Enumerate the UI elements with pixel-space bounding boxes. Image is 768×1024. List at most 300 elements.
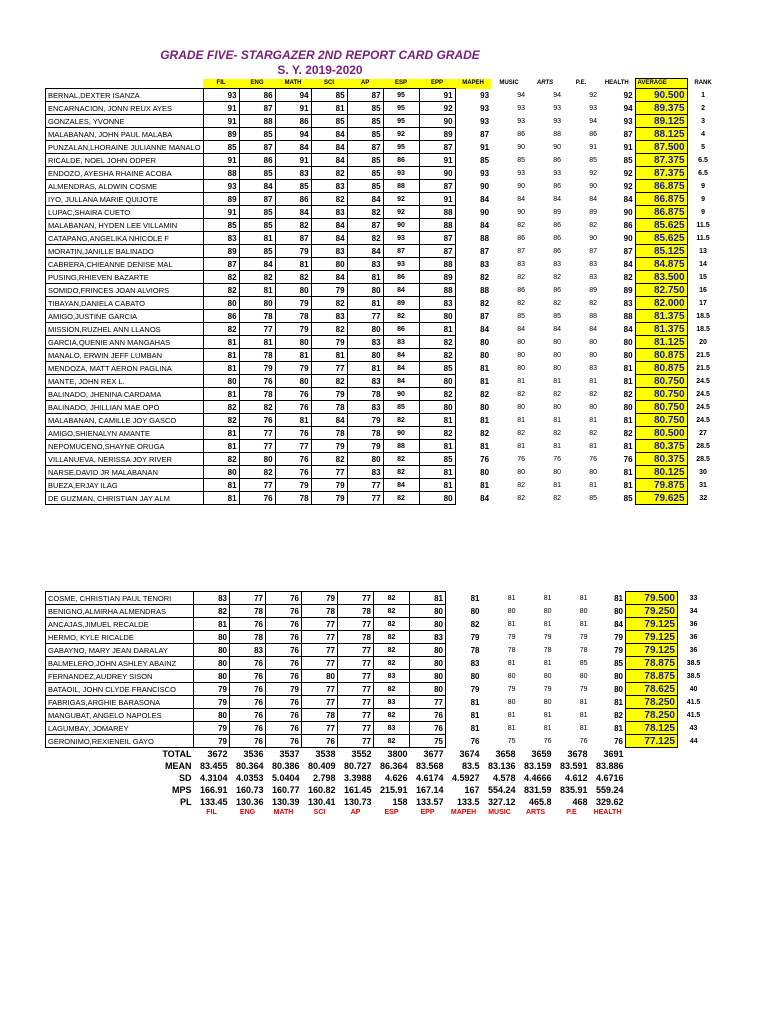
average-value: 89.375 (635, 102, 687, 115)
rank-value: 36 (689, 620, 698, 628)
grade-math: 78 (275, 310, 311, 323)
grade-health: 84 (623, 194, 633, 204)
average-value: 80.875 (635, 362, 687, 375)
grade-music: 90 (517, 182, 526, 190)
grade-sci: 82 (311, 375, 347, 388)
grade-epp: 82 (419, 336, 455, 349)
grade-arts: 82 (553, 273, 562, 281)
grade-eng: 87 (239, 193, 275, 206)
student-name: PUNZALAN,LHORAINE JULIANNE MANALO (46, 141, 204, 154)
grade-mapeh: 82 (480, 272, 490, 282)
grade-arts: 76 (553, 455, 562, 463)
grade-music: 82 (517, 221, 526, 229)
grade-math: 76 (266, 592, 302, 605)
grade-fil: 81 (203, 427, 239, 440)
stat-value: 3552 (351, 749, 372, 759)
grade-arts: 86 (553, 247, 562, 255)
student-name: AMIGO,JUSTINE GARCIA (46, 310, 204, 323)
average-value: 78.875 (626, 657, 678, 670)
header-row (46, 79, 720, 89)
grade-esp: 93 (383, 167, 419, 180)
stat-value: 133.45 (199, 797, 228, 807)
blank (626, 772, 678, 784)
grade-music: 82 (517, 273, 526, 281)
grade-arts: 84 (553, 195, 562, 203)
grade-esp: 89 (383, 297, 419, 310)
grade-health: 87 (623, 129, 633, 139)
grade-esp: 90 (383, 388, 419, 401)
grade-eng: 82 (239, 401, 275, 414)
grade-eng: 81 (239, 336, 275, 349)
grade-pe.: 89 (589, 208, 598, 216)
grade-arts: 80 (553, 403, 562, 411)
grade-math: 76 (266, 722, 302, 735)
grade-music: 86 (517, 286, 526, 294)
grades-table (45, 78, 720, 505)
stat-value: 4.6716 (595, 773, 624, 783)
student-name: LAGUMBAY, JOMAREY (46, 722, 194, 735)
grade-music: 80 (517, 351, 526, 359)
grade-mapeh: 93 (480, 168, 490, 178)
grade-arts: 85 (553, 312, 562, 320)
grade-ap: 77 (347, 310, 383, 323)
grade-esp: 83 (374, 696, 410, 709)
grade-fil: 82 (203, 401, 239, 414)
grade-music: 80 (517, 364, 526, 372)
grade-ap: 82 (347, 232, 383, 245)
grade-eng: 78 (239, 349, 275, 362)
header-epp: EPP (419, 79, 455, 89)
grade-arts: 82 (553, 390, 562, 398)
grade-math: 84 (275, 206, 311, 219)
grade-epp: 90 (419, 167, 455, 180)
grade-health: 92 (623, 90, 633, 100)
grade-ap: 83 (347, 466, 383, 479)
grade-esp: 82 (374, 618, 410, 631)
grade-health: 86 (623, 220, 633, 230)
grade-math: 76 (266, 696, 302, 709)
average-value: 81.125 (635, 336, 687, 349)
average-value: 86.875 (635, 193, 687, 206)
blank (626, 796, 678, 808)
grade-esp: 95 (383, 115, 419, 128)
grade-ap: 83 (347, 375, 383, 388)
grade-math: 82 (275, 271, 311, 284)
grade-music: 80 (517, 468, 526, 476)
student-row (46, 453, 720, 466)
grade-fil: 91 (203, 102, 239, 115)
grade-ap: 85 (347, 102, 383, 115)
grade-music: 75 (507, 737, 516, 745)
grade-ap: 87 (347, 141, 383, 154)
grade-esp: 82 (374, 592, 410, 605)
grade-ap: 81 (347, 271, 383, 284)
grade-eng: 78 (230, 605, 266, 618)
grade-pe.: 82 (589, 390, 598, 398)
header-rank: RANK (694, 80, 712, 86)
grade-esp: 84 (383, 362, 419, 375)
grade-math: 85 (275, 180, 311, 193)
grade-epp: 85 (419, 362, 455, 375)
grade-fil: 80 (194, 709, 230, 722)
grade-eng: 86 (239, 154, 275, 167)
grade-arts: 81 (553, 416, 562, 424)
student-name: MANTE, JOHN REX L. (46, 375, 204, 388)
grade-fil: 81 (203, 362, 239, 375)
grade-math: 76 (266, 657, 302, 670)
grade-ap: 77 (338, 683, 374, 696)
grade-arts: 82 (553, 429, 562, 437)
grade-eng: 81 (239, 232, 275, 245)
grade-math: 79 (275, 245, 311, 258)
grade-sci: 84 (311, 271, 347, 284)
grade-arts: 81 (543, 711, 552, 719)
student-name: CABRERA,CHIEANNE DENISE MAL (46, 258, 204, 271)
grade-mapeh: 87 (480, 129, 490, 139)
student-row (46, 284, 720, 297)
grade-pe.: 80 (589, 338, 598, 346)
rank-value: 43 (689, 724, 698, 732)
blank (626, 784, 678, 796)
stat-value: 3659 (531, 748, 552, 759)
stat-value: 160.73 (235, 785, 264, 795)
grade-pe.: 80 (589, 351, 598, 359)
grade-esp: 84 (383, 349, 419, 362)
grade-math: 76 (266, 670, 302, 683)
grade-esp: 93 (383, 258, 419, 271)
grade-pe.: 92 (589, 169, 598, 177)
grade-ap: 77 (347, 492, 383, 505)
grade-fil: 85 (203, 141, 239, 154)
footer-label: AP (350, 809, 361, 816)
grade-epp: 76 (410, 722, 446, 735)
grade-eng: 85 (239, 219, 275, 232)
stat-value: 167.14 (415, 785, 444, 795)
grade-math: 76 (266, 735, 302, 748)
rank-value: 21.5 (696, 364, 710, 372)
grade-eng: 76 (239, 414, 275, 427)
average-value: 80.875 (635, 349, 687, 362)
grade-health: 90 (623, 207, 633, 217)
stat-value: 133.5 (456, 797, 480, 807)
grade-eng: 77 (230, 592, 266, 605)
grade-health: 83 (623, 298, 633, 308)
student-name: MALABANAN, HYDEN LEE VILLAMIN (46, 219, 204, 232)
stat-value: 4.578 (492, 773, 516, 783)
rank-value: 4 (701, 130, 705, 138)
grade-music: 79 (507, 633, 516, 641)
student-row (46, 180, 720, 193)
stat-value: 559.24 (595, 785, 624, 795)
footer-label: ENG (239, 809, 256, 816)
average-value: 83.500 (635, 271, 687, 284)
grade-esp: 82 (374, 644, 410, 657)
student-row (46, 631, 710, 644)
student-name: MENDOZA, MATT AERON PAGLINA (46, 362, 204, 375)
grade-esp: 87 (383, 245, 419, 258)
stat-value: 130.36 (235, 797, 264, 807)
grade-pe.: 90 (589, 234, 598, 242)
grade-fil: 80 (194, 657, 230, 670)
grade-ap: 77 (338, 618, 374, 631)
grade-music: 84 (517, 195, 526, 203)
grade-epp: 92 (419, 102, 455, 115)
school-year: S. Y. 2019-2020 (277, 63, 363, 77)
grade-esp: 82 (383, 414, 419, 427)
grade-music: 80 (517, 338, 526, 346)
average-value: 90.500 (635, 89, 687, 102)
header-pe.: P.E. (575, 80, 587, 86)
stat-value: 130.41 (307, 797, 336, 807)
stat-value: 554.24 (487, 785, 516, 795)
grade-health: 85 (623, 493, 633, 503)
rank-value: 11.5 (696, 221, 710, 229)
stat-value: 130.39 (271, 797, 300, 807)
grade-mapeh: 90 (480, 207, 490, 217)
student-row (46, 683, 710, 696)
grade-epp: 81 (419, 479, 455, 492)
grade-pe.: 80 (579, 672, 588, 680)
grade-sci: 78 (302, 605, 338, 618)
grade-health: 80 (614, 684, 623, 694)
grade-eng: 84 (239, 258, 275, 271)
grade-math: 77 (275, 440, 311, 453)
rank-value: 24.5 (696, 416, 710, 424)
grade-arts: 83 (553, 260, 562, 268)
rank-value: 3 (701, 117, 705, 125)
grade-music: 78 (507, 646, 516, 654)
grade-eng: 85 (239, 245, 275, 258)
grade-ap: 80 (347, 453, 383, 466)
rank-value: 36 (689, 633, 698, 641)
grade-eng: 84 (239, 180, 275, 193)
grade-epp: 80 (410, 657, 446, 670)
grade-fil: 80 (203, 375, 239, 388)
grade-ap: 78 (338, 605, 374, 618)
stat-value: 80.409 (307, 761, 336, 771)
rank-value: 24.5 (696, 403, 710, 411)
grade-math: 83 (275, 167, 311, 180)
grade-music: 86 (517, 130, 526, 138)
blank (678, 784, 710, 796)
grade-music: 81 (507, 659, 516, 667)
average-value: 81.375 (635, 323, 687, 336)
rank-value: 6.5 (698, 169, 708, 177)
footer-label: P.E (566, 809, 577, 816)
student-row (46, 722, 710, 735)
grade-fil: 82 (203, 284, 239, 297)
grade-fil: 91 (203, 154, 239, 167)
grade-mapeh: 85 (480, 155, 490, 165)
grade-sci: 84 (311, 128, 347, 141)
grade-music: 93 (517, 104, 526, 112)
grade-health: 80 (623, 350, 633, 360)
grade-sci: 85 (311, 89, 347, 102)
grade-eng: 76 (230, 670, 266, 683)
rank-value: 5 (701, 143, 705, 151)
header-eng: ENG (239, 79, 275, 89)
grade-arts: 80 (553, 338, 562, 346)
grade-music: 81 (507, 711, 516, 719)
grade-fil: 91 (203, 115, 239, 128)
stat-value: 2.798 (312, 773, 336, 783)
grade-eng: 77 (239, 440, 275, 453)
grade-ap: 85 (347, 167, 383, 180)
grade-mapeh: 81 (470, 697, 480, 707)
grade-ap: 77 (338, 657, 374, 670)
header-ap: AP (347, 79, 383, 89)
grade-pe.: 84 (589, 195, 598, 203)
grade-music: 93 (517, 117, 526, 125)
grade-esp: 82 (383, 492, 419, 505)
grade-arts: 86 (553, 182, 562, 190)
stat-value: 161.45 (343, 785, 372, 795)
grade-music: 86 (517, 234, 526, 242)
stat-value: 86.364 (379, 761, 408, 771)
grade-sci: 83 (311, 206, 347, 219)
stat-value: 83.159 (523, 761, 552, 771)
stat-value: 4.626 (384, 773, 408, 783)
rank-value: 16 (699, 286, 707, 294)
grade-epp: 80 (410, 683, 446, 696)
grade-fil: 89 (203, 245, 239, 258)
grade-epp: 81 (419, 414, 455, 427)
grade-mapeh: 80 (470, 671, 480, 681)
grade-health: 93 (623, 116, 633, 126)
grade-math: 76 (266, 631, 302, 644)
grade-ap: 77 (338, 696, 374, 709)
grade-fil: 88 (203, 167, 239, 180)
grade-esp: 82 (383, 453, 419, 466)
stat-value: 166.91 (199, 785, 228, 795)
grade-ap: 80 (347, 323, 383, 336)
report-title: GRADE FIVE- STARGAZER 2ND REPORT CARD GRADE (160, 48, 480, 62)
grade-fil: 81 (203, 479, 239, 492)
grade-esp: 95 (383, 102, 419, 115)
grade-epp: 82 (419, 427, 455, 440)
average-value: 78.250 (626, 709, 678, 722)
stat-value: 83.568 (415, 761, 444, 771)
grade-fil: 80 (203, 466, 239, 479)
grade-mapeh: 82 (480, 389, 490, 399)
student-row (46, 167, 720, 180)
stat-value: 4.612 (564, 773, 588, 783)
rank-value: 2 (701, 104, 705, 112)
grade-mapeh: 84 (480, 493, 490, 503)
grade-arts: 76 (543, 737, 552, 745)
grade-eng: 76 (230, 696, 266, 709)
stat-label: MEAN (165, 761, 192, 771)
grade-sci: 82 (311, 193, 347, 206)
grade-math: 80 (275, 375, 311, 388)
student-name: HERMO, KYLE RICALDE (46, 631, 194, 644)
grade-epp: 85 (419, 453, 455, 466)
grade-health: 82 (623, 428, 633, 438)
grade-health: 92 (623, 181, 633, 191)
grade-ap: 79 (347, 440, 383, 453)
grade-sci: 79 (311, 479, 347, 492)
stat-value: 465.8 (528, 797, 552, 807)
rank-value: 34 (689, 607, 698, 615)
rank-value: 30 (699, 468, 707, 476)
stat-value: 4.5927 (451, 773, 480, 783)
student-row (46, 323, 720, 336)
grade-ap: 81 (347, 297, 383, 310)
grade-fil: 79 (194, 735, 230, 748)
grade-esp: 92 (383, 206, 419, 219)
grade-health: 79 (614, 632, 623, 642)
grade-sci: 81 (311, 102, 347, 115)
grade-pe.: 81 (589, 416, 598, 424)
stat-value: 3691 (603, 748, 624, 759)
grade-mapeh: 88 (480, 285, 490, 295)
grade-fil: 80 (194, 644, 230, 657)
grade-esp: 86 (383, 323, 419, 336)
grade-esp: 83 (374, 670, 410, 683)
grade-arts: 81 (543, 724, 552, 732)
grade-pe.: 80 (579, 607, 588, 615)
stat-row-mps (46, 784, 710, 796)
header-sci: SCI (311, 79, 347, 89)
grade-eng: 82 (239, 271, 275, 284)
grade-mapeh: 76 (480, 454, 490, 464)
rank-value: 24.5 (696, 390, 710, 398)
grade-math: 79 (275, 297, 311, 310)
stat-label: MPS (171, 785, 192, 795)
grade-epp: 80 (419, 492, 455, 505)
grade-music: 94 (517, 91, 526, 99)
grade-pe.: 76 (589, 455, 598, 463)
grade-sci: 78 (311, 401, 347, 414)
grade-health: 92 (623, 168, 633, 178)
grade-eng: 76 (230, 683, 266, 696)
stat-value: 160.82 (307, 785, 336, 795)
grade-music: 80 (507, 698, 516, 706)
student-name: FABRIGAS,ARGHIE BARASONA (46, 696, 194, 709)
grade-math: 81 (275, 349, 311, 362)
grade-math: 81 (275, 258, 311, 271)
student-name: GABAYNO, MARY JEAN DARALAY (46, 644, 194, 657)
average-value: 79.625 (635, 492, 687, 505)
student-row (46, 670, 710, 683)
stat-value: 83.136 (487, 761, 516, 771)
grade-eng: 77 (239, 323, 275, 336)
stat-value: 4.0353 (235, 773, 264, 783)
grade-math: 87 (275, 232, 311, 245)
grade-mapeh: 82 (480, 298, 490, 308)
student-name: RICALDE, NOEL JOHN ODPER (46, 154, 204, 167)
blank (678, 748, 710, 761)
grade-eng: 77 (239, 427, 275, 440)
grade-epp: 81 (419, 466, 455, 479)
student-row (46, 349, 720, 362)
student-name: TIBAYAN,DANIELA CABATO (46, 297, 204, 310)
grade-ap: 81 (347, 362, 383, 375)
grade-fil: 81 (203, 349, 239, 362)
grade-pe.: 82 (589, 221, 598, 229)
average-value: 80.500 (635, 427, 687, 440)
grade-health: 76 (623, 454, 633, 464)
grade-ap: 85 (347, 154, 383, 167)
rank-value: 9 (701, 182, 705, 190)
grade-fil: 82 (203, 323, 239, 336)
grade-arts: 81 (543, 659, 552, 667)
grade-music: 82 (517, 299, 526, 307)
grade-ap: 87 (347, 219, 383, 232)
student-row (46, 297, 720, 310)
grade-esp: 86 (383, 271, 419, 284)
header-average: AVERAGE (635, 79, 687, 89)
